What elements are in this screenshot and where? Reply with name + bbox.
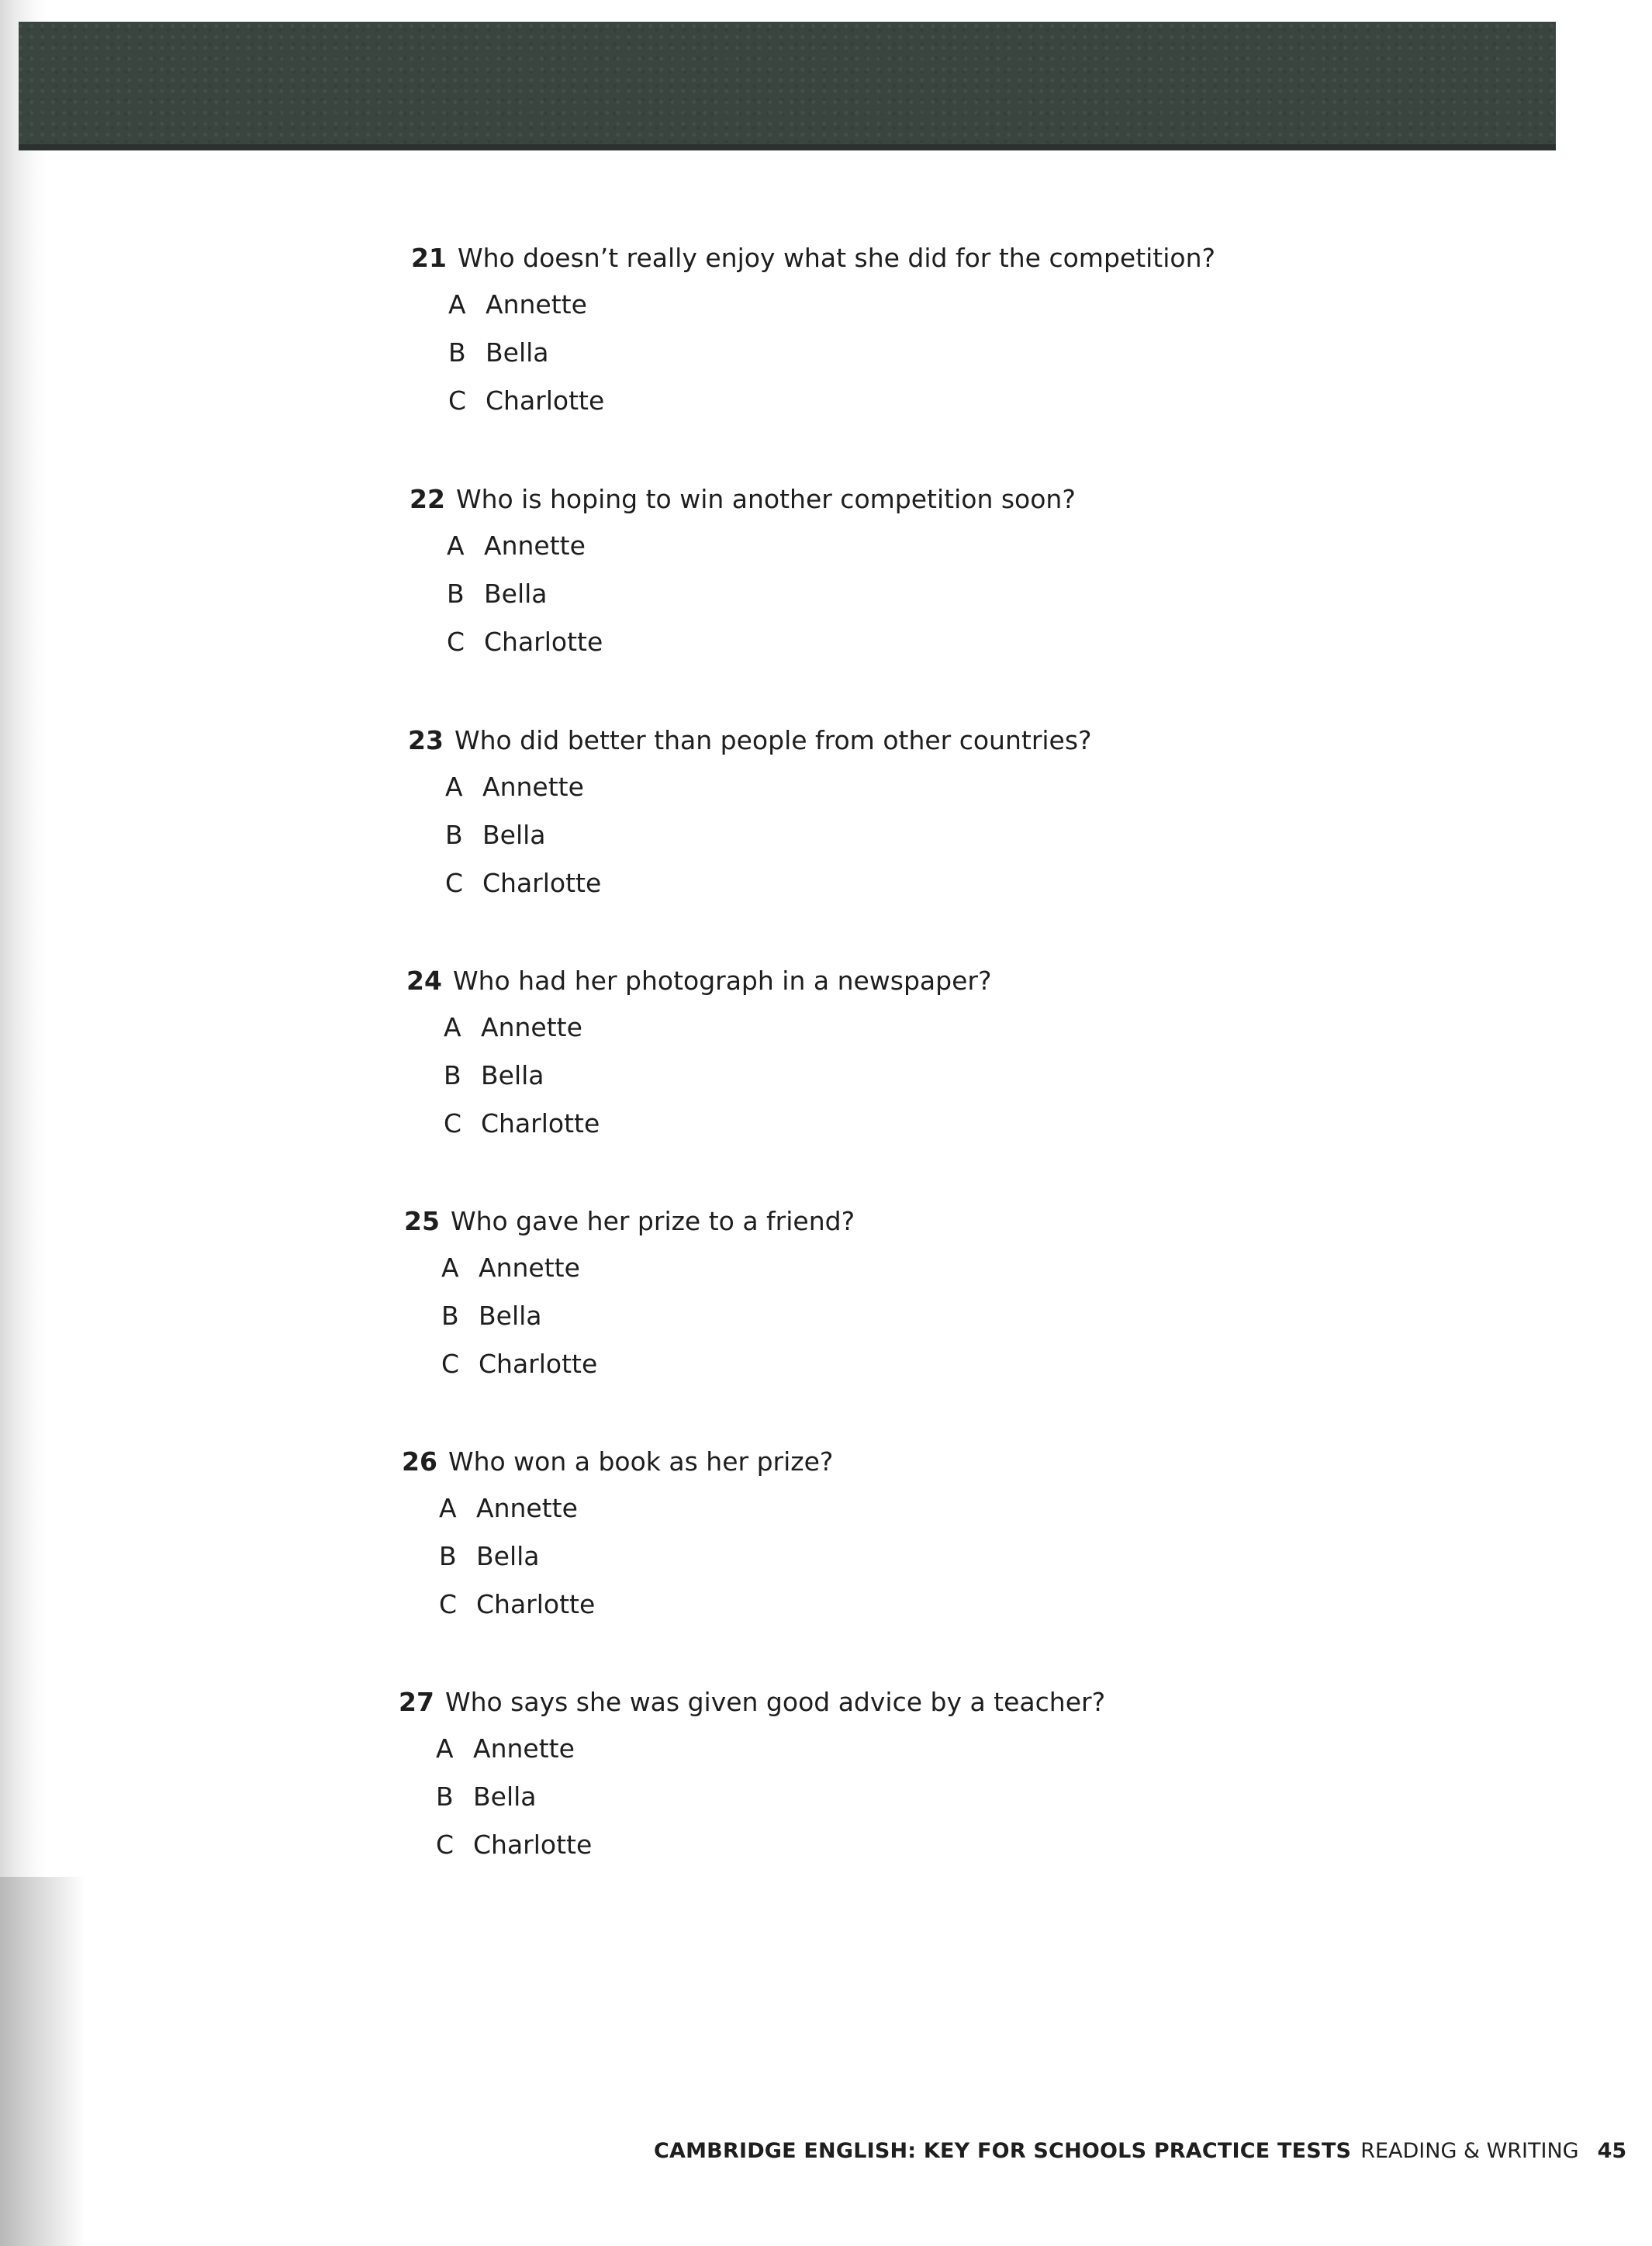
option-letter: B bbox=[444, 1060, 461, 1090]
option-letter: B bbox=[447, 579, 465, 609]
question-text-line bbox=[404, 1206, 855, 1237]
option-text: Annette bbox=[481, 1012, 582, 1042]
option-text: Bella bbox=[482, 820, 546, 850]
option-letter: C bbox=[445, 868, 464, 898]
option-text: Bella bbox=[481, 1060, 544, 1090]
option-b[interactable] bbox=[447, 579, 548, 610]
header-band bbox=[19, 22, 1556, 150]
option-letter: A bbox=[439, 1493, 457, 1523]
question-number: 22 bbox=[410, 484, 445, 514]
option-letter: A bbox=[447, 530, 465, 561]
option-letter: B bbox=[448, 337, 466, 368]
question-number: 24 bbox=[406, 966, 442, 996]
option-text: Bella bbox=[486, 337, 549, 368]
option-letter: C bbox=[444, 1108, 462, 1139]
option-c[interactable] bbox=[447, 627, 603, 658]
option-text: Annette bbox=[473, 1733, 575, 1764]
question-text: Who is hoping to win another competition soon? bbox=[455, 484, 1076, 514]
question-text-line bbox=[402, 1446, 833, 1477]
option-a[interactable] bbox=[441, 1253, 580, 1284]
question-text-line bbox=[411, 243, 1215, 274]
option-letter: A bbox=[445, 772, 463, 802]
question-text-line bbox=[399, 1687, 1105, 1718]
option-text: Bella bbox=[476, 1541, 540, 1571]
option-text: Annette bbox=[482, 772, 584, 802]
option-text: Annette bbox=[476, 1493, 578, 1523]
question-number: 27 bbox=[399, 1687, 434, 1717]
question-text: Who did better than people from other countries? bbox=[454, 725, 1092, 755]
footer-series-title: CAMBRIDGE ENGLISH: KEY FOR SCHOOLS PRACTICE TESTS bbox=[654, 2139, 1352, 2163]
option-text: Charlotte bbox=[482, 868, 602, 898]
question-text: Who doesn’t really enjoy what she did for the competition? bbox=[457, 243, 1216, 273]
question-text: Who says she was given good advice by a teacher? bbox=[444, 1687, 1106, 1717]
question-text-line bbox=[410, 484, 1076, 515]
option-text: Bella bbox=[473, 1781, 537, 1812]
option-a[interactable] bbox=[444, 1012, 582, 1043]
option-a[interactable] bbox=[439, 1493, 578, 1524]
page-footer bbox=[654, 2138, 1626, 2165]
option-text: Charlotte bbox=[484, 627, 603, 657]
option-b[interactable] bbox=[439, 1541, 540, 1572]
option-b[interactable] bbox=[441, 1301, 542, 1332]
option-text: Charlotte bbox=[479, 1349, 598, 1379]
question-text-line bbox=[408, 725, 1092, 756]
option-letter: C bbox=[441, 1349, 460, 1379]
option-a[interactable] bbox=[447, 530, 586, 562]
option-c[interactable] bbox=[441, 1349, 597, 1380]
question-number: 25 bbox=[404, 1206, 440, 1236]
page-number: 45 bbox=[1597, 2139, 1627, 2163]
option-letter: C bbox=[448, 385, 467, 416]
option-letter: B bbox=[439, 1541, 457, 1571]
option-b[interactable] bbox=[444, 1060, 544, 1091]
footer-section-name: READING & WRITING bbox=[1360, 2139, 1579, 2163]
question-number: 21 bbox=[411, 243, 447, 273]
option-letter: A bbox=[436, 1733, 454, 1764]
option-a[interactable] bbox=[436, 1733, 575, 1764]
option-c[interactable] bbox=[444, 1108, 600, 1139]
option-c[interactable] bbox=[439, 1589, 595, 1620]
option-letter: B bbox=[441, 1301, 459, 1331]
question-text-line bbox=[406, 966, 991, 997]
option-text: Charlotte bbox=[486, 385, 605, 416]
option-c[interactable] bbox=[436, 1830, 592, 1861]
option-text: Charlotte bbox=[473, 1830, 593, 1860]
option-text: Bella bbox=[484, 579, 548, 609]
option-letter: C bbox=[436, 1830, 454, 1860]
option-letter: B bbox=[445, 820, 463, 850]
option-b[interactable] bbox=[436, 1781, 537, 1812]
question-text: Who won a book as her prize? bbox=[448, 1446, 834, 1477]
option-a[interactable] bbox=[448, 289, 587, 320]
question-text: Who had her photograph in a newspaper? bbox=[452, 966, 992, 996]
scan-shadow-corner bbox=[0, 1877, 85, 2246]
option-text: Bella bbox=[479, 1301, 542, 1331]
option-letter: A bbox=[444, 1012, 461, 1042]
option-letter: A bbox=[441, 1253, 459, 1283]
option-letter: B bbox=[436, 1781, 454, 1812]
option-letter: C bbox=[439, 1589, 458, 1619]
option-text: Annette bbox=[479, 1253, 580, 1283]
question-number: 26 bbox=[402, 1446, 437, 1477]
option-b[interactable] bbox=[445, 820, 546, 851]
option-letter: A bbox=[448, 289, 466, 320]
option-letter: C bbox=[447, 627, 465, 657]
question-number: 23 bbox=[408, 725, 444, 755]
option-text: Charlotte bbox=[476, 1589, 596, 1619]
question-text: Who gave her prize to a friend? bbox=[450, 1206, 855, 1236]
option-text: Annette bbox=[484, 530, 586, 561]
option-b[interactable] bbox=[448, 337, 549, 368]
option-text: Annette bbox=[486, 289, 587, 320]
option-c[interactable] bbox=[445, 868, 601, 899]
header-rule bbox=[19, 144, 1556, 150]
option-c[interactable] bbox=[448, 385, 604, 416]
option-a[interactable] bbox=[445, 772, 584, 803]
option-text: Charlotte bbox=[481, 1108, 600, 1139]
